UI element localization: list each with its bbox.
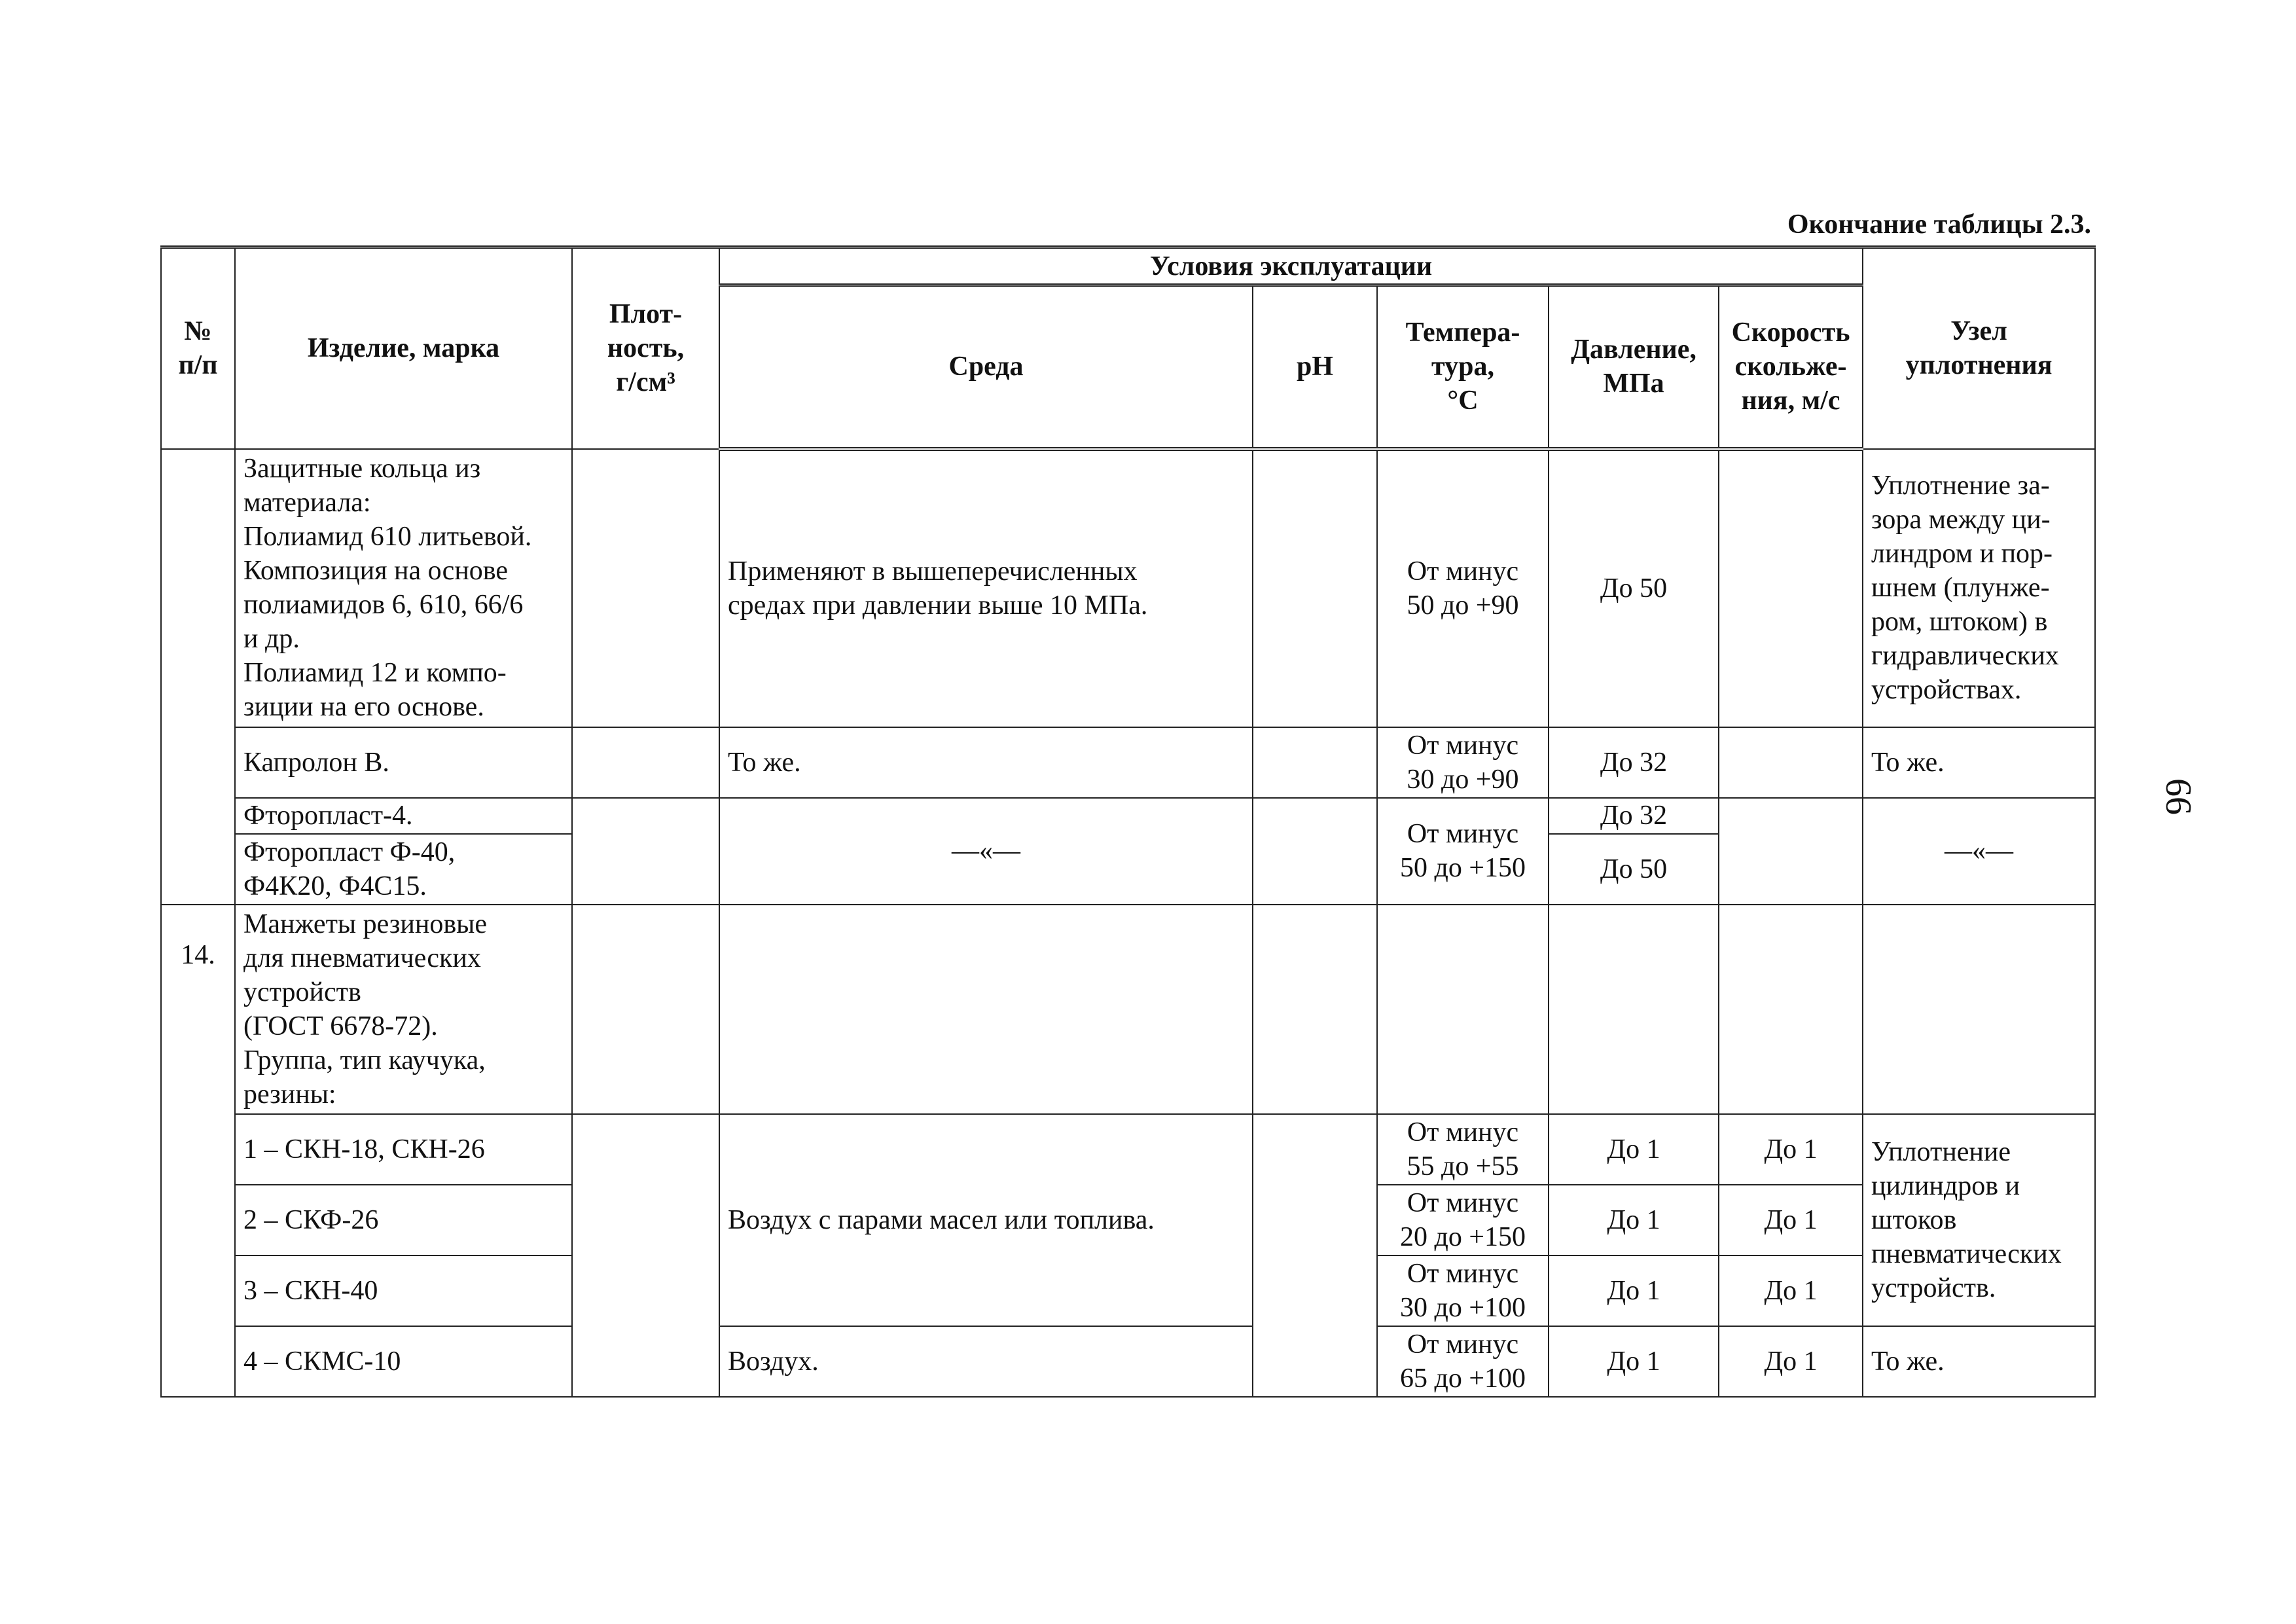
page-number: 66	[2158, 778, 2198, 815]
specifications-table	[160, 245, 2096, 1398]
pressure-cell: До 1	[1549, 1185, 1719, 1255]
pressure-cell: До 1	[1549, 1326, 1719, 1397]
speed-cell: До 1	[1719, 1326, 1863, 1397]
speed-cell: До 1	[1719, 1114, 1863, 1185]
medium-cell: То же.	[719, 727, 1253, 798]
ph-cell	[1253, 798, 1377, 905]
density-cell	[572, 1114, 719, 1397]
seal-cell	[1863, 905, 2095, 1114]
ph-cell	[1253, 1114, 1377, 1397]
ph-cell	[1253, 905, 1377, 1114]
density-cell	[572, 798, 719, 905]
speed-cell: До 1	[1719, 1185, 1863, 1255]
item-cell: 4 – СКМС-10	[235, 1326, 572, 1397]
speed-cell	[1719, 905, 1863, 1114]
item-cell: Защитные кольца из материала: Полиамид 610 литьевой. Композиция на основе полиамидов 6, 610, 66/6 и др. Полиамид 12 и компо- зиции на его основе.	[235, 449, 572, 727]
seal-cell: То же.	[1863, 727, 2095, 798]
table-row	[161, 905, 2095, 1114]
header-density: Плот- ность, г/см³	[572, 247, 719, 449]
header-medium: Среда	[719, 285, 1253, 449]
header-speed: Скорость скольже- ния, м/с	[1719, 285, 1863, 449]
temperature-cell: От минус 50 до +90	[1377, 449, 1549, 727]
speed-cell: До 1	[1719, 1255, 1863, 1326]
table-caption: Окончание таблицы 2.3.	[1787, 209, 2091, 240]
item-cell: Капролон В.	[235, 727, 572, 798]
temperature-cell: От минус 55 до +55	[1377, 1114, 1549, 1185]
item-cell: 2 – СКФ-26	[235, 1185, 572, 1255]
item-cell: Фторопласт-4.	[235, 798, 572, 834]
num-cell: 14.	[161, 905, 235, 1397]
header-pressure: Давление, МПа	[1549, 285, 1719, 449]
speed-cell	[1719, 727, 1863, 798]
seal-cell: Уплотнение за- зора между ци- линдром и пор- шнем (плунже- ром, штоком) в гидравлических устройствах.	[1863, 449, 2095, 727]
medium-cell: Воздух с парами масел или топлива.	[719, 1114, 1253, 1326]
ph-cell	[1253, 727, 1377, 798]
seal-cell: —«—	[1863, 798, 2095, 905]
item-cell: Манжеты резиновые для пневматических устройств (ГОСТ 6678-72). Группа, тип каучука, резины:	[235, 905, 572, 1114]
header-num: № п/п	[161, 247, 235, 449]
seal-cell: То же.	[1863, 1326, 2095, 1397]
table-row	[161, 1326, 2095, 1397]
temperature-cell: От минус 50 до +150	[1377, 798, 1549, 905]
medium-cell: Воздух.	[719, 1326, 1253, 1397]
pressure-cell: До 50	[1549, 449, 1719, 727]
medium-cell: Применяют в вышеперечисленных средах при давлении выше 10 МПа.	[719, 449, 1253, 727]
pressure-cell: До 1	[1549, 1114, 1719, 1185]
header-seal: Узел уплотнения	[1863, 247, 2095, 449]
density-cell	[572, 727, 719, 798]
density-cell	[572, 449, 719, 727]
header-temperature: Темпера- тура, °С	[1377, 285, 1549, 449]
temperature-cell	[1377, 905, 1549, 1114]
ph-cell	[1253, 449, 1377, 727]
medium-cell	[719, 905, 1253, 1114]
temperature-cell: От минус 65 до +100	[1377, 1326, 1549, 1397]
header-item: Изделие, марка	[235, 247, 572, 449]
density-cell	[572, 905, 719, 1114]
table-row	[161, 727, 2095, 798]
table-row	[161, 798, 2095, 834]
header-ph: pH	[1253, 285, 1377, 449]
header-conditions: Условия эксплуатации	[719, 247, 1863, 285]
seal-cell: Уплотнение цилиндров и штоков пневматических устройств.	[1863, 1114, 2095, 1326]
pressure-cell: До 50	[1549, 834, 1719, 905]
temperature-cell: От минус 20 до +150	[1377, 1185, 1549, 1255]
speed-cell	[1719, 798, 1863, 905]
pressure-cell: До 32	[1549, 727, 1719, 798]
num-cell	[161, 449, 235, 905]
item-cell: 3 – СКН-40	[235, 1255, 572, 1326]
temperature-cell: От минус 30 до +100	[1377, 1255, 1549, 1326]
item-cell: Фторопласт Ф-40, Ф4К20, Ф4С15.	[235, 834, 572, 905]
pressure-cell: До 1	[1549, 1255, 1719, 1326]
pressure-cell	[1549, 905, 1719, 1114]
temperature-cell: От минус 30 до +90	[1377, 727, 1549, 798]
table-row	[161, 449, 2095, 727]
speed-cell	[1719, 449, 1863, 727]
pressure-cell: До 32	[1549, 798, 1719, 834]
item-cell: 1 – СКН-18, СКН-26	[235, 1114, 572, 1185]
medium-cell: —«—	[719, 798, 1253, 905]
table-row	[161, 1114, 2095, 1185]
